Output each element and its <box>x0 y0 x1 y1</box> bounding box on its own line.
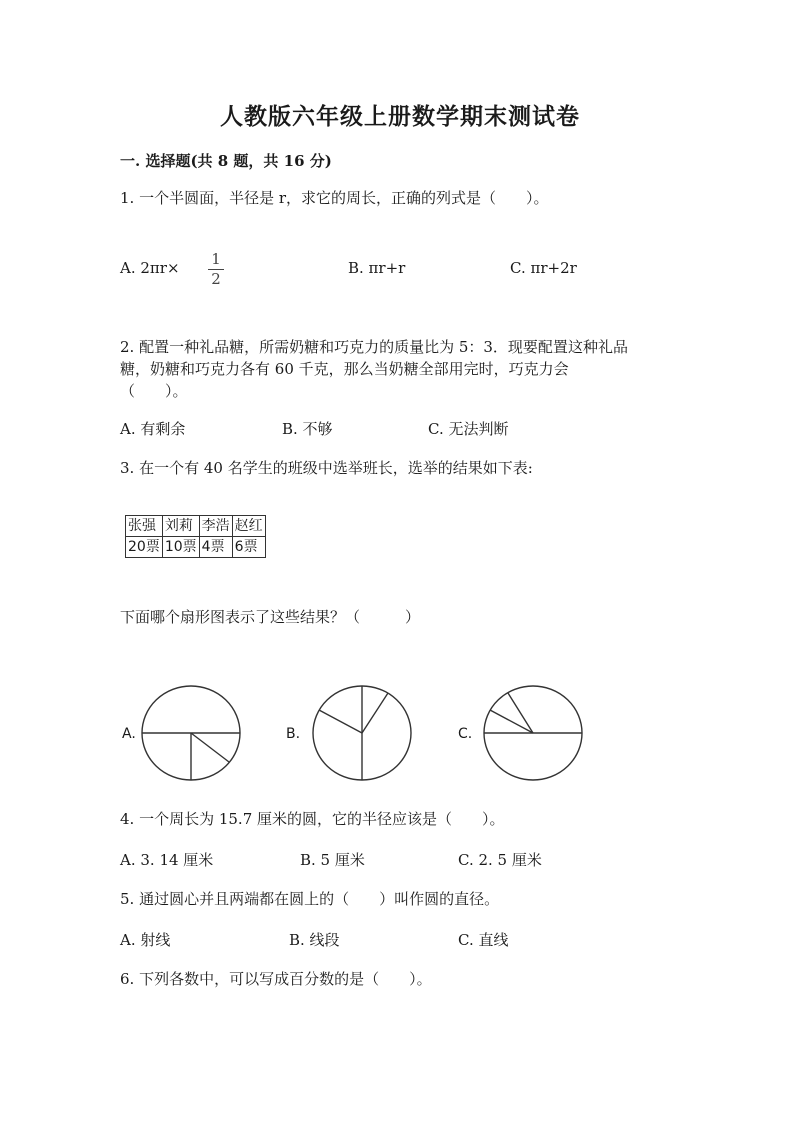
question-6-text: 6. 下列各数中，可以写成百分数的是（ ）。 <box>120 970 432 988</box>
vote-table <box>125 515 266 558</box>
question-1-option-a: A. 2πr× <box>120 259 180 277</box>
pie-option-c-label: C. <box>458 726 473 742</box>
table-cell: 赵红 <box>232 516 265 537</box>
pie-divider <box>362 693 388 733</box>
question-2-option-a: A. 有剩余 <box>120 420 186 438</box>
pie-chart-b <box>311 684 413 782</box>
section-heading: 一. 选择题(共 8 题，共 16 分) <box>120 152 332 170</box>
pie-chart-a <box>140 684 242 782</box>
vote-table-votes-row <box>126 537 266 558</box>
question-2-option-b: B. 不够 <box>282 420 333 438</box>
pie-divider <box>319 710 362 733</box>
table-cell: 10票 <box>162 537 199 558</box>
question-5-text: 5. 通过圆心并且两端都在圆上的（ ）叫作圆的直径。 <box>120 890 500 908</box>
fraction-denominator: 2 <box>211 270 221 288</box>
table-cell: 20票 <box>126 537 163 558</box>
question-3-prompt: 下面哪个扇形图表示了这些结果？（ ） <box>120 608 421 626</box>
pie-chart-c <box>482 684 584 782</box>
question-2-line-3: （ ）。 <box>120 382 188 400</box>
page-title: 人教版六年级上册数学期末测试卷 <box>220 103 580 130</box>
question-5-option-b: B. 线段 <box>289 931 340 949</box>
question-1-option-c: C. πr+2r <box>510 259 577 277</box>
table-cell: 李浩 <box>199 516 232 537</box>
fraction-one-half <box>208 251 224 288</box>
question-5-option-a: A. 射线 <box>120 931 171 949</box>
table-cell: 4票 <box>199 537 232 558</box>
question-2-option-c: C. 无法判断 <box>428 420 509 438</box>
question-3-text: 3. 在一个有 40 名学生的班级中选举班长，选举的结果如下表: <box>120 459 533 477</box>
question-4-text: 4. 一个周长为 15.7 厘米的圆，它的半径应该是（ ）。 <box>120 810 505 828</box>
question-1-option-b: B. πr+r <box>348 259 406 277</box>
question-1-text: 1. 一个半圆面，半径是 r，求它的周长，正确的列式是（ ）。 <box>120 189 549 207</box>
pie-divider <box>191 733 229 762</box>
question-2-line-2: 糖，奶糖和巧克力各有 60 千克，那么当奶糖全部用完时，巧克力会 <box>120 360 569 378</box>
question-4-option-a: A. 3. 14 厘米 <box>120 851 214 869</box>
table-cell: 张强 <box>126 516 163 537</box>
question-2-line-1: 2. 配置一种礼品糖，所需奶糖和巧克力的质量比为 5：3．现要配置这种礼品 <box>120 338 628 356</box>
question-5-option-c: C. 直线 <box>458 931 509 949</box>
pie-option-a-label: A. <box>122 726 136 742</box>
table-cell: 6票 <box>232 537 265 558</box>
question-4-option-b: B. 5 厘米 <box>300 851 365 869</box>
fraction-numerator: 1 <box>211 250 221 268</box>
vote-table-names-row <box>126 516 266 537</box>
table-cell: 刘莉 <box>162 516 199 537</box>
pie-option-b-label: B. <box>286 726 301 742</box>
question-4-option-c: C. 2. 5 厘米 <box>458 851 542 869</box>
